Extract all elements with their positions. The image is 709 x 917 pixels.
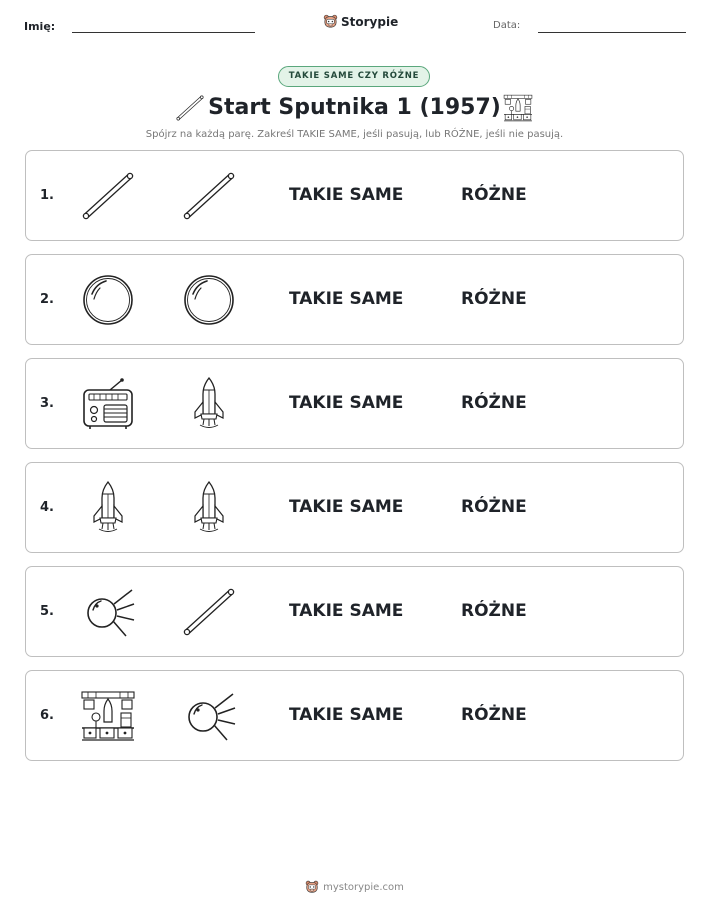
- antenna-rod-icon: [80, 168, 136, 224]
- instructions: Spójrz na każdą parę. Zakreśl TAKIE SAME, jeśli pasują, lub RÓŻNE, jeśli nie pasują.: [145, 129, 564, 140]
- question-number: 6.: [40, 708, 54, 723]
- title-row: [0, 91, 709, 125]
- question-number: 4.: [40, 500, 54, 515]
- option-same[interactable]: TAKIE SAME: [289, 497, 404, 517]
- date-field[interactable]: [538, 32, 686, 33]
- option-same[interactable]: TAKIE SAME: [289, 289, 404, 309]
- bear-mascot-icon: [323, 14, 338, 29]
- control-room-icon: [80, 688, 136, 744]
- question-number: 5.: [40, 604, 54, 619]
- control-room-icon: [503, 93, 533, 123]
- brand-logo: [323, 14, 398, 29]
- question-number: 1.: [40, 188, 54, 203]
- option-different[interactable]: RÓŻNE: [461, 393, 527, 413]
- option-different[interactable]: RÓŻNE: [461, 289, 527, 309]
- page-title: Start Sputnika 1 (1957): [208, 95, 501, 120]
- question-row-4: [25, 462, 684, 553]
- option-same[interactable]: TAKIE SAME: [289, 185, 404, 205]
- option-same[interactable]: TAKIE SAME: [289, 705, 404, 725]
- rocket-icon: [80, 480, 136, 536]
- question-row-3: [25, 358, 684, 449]
- name-field[interactable]: [72, 32, 255, 33]
- option-different[interactable]: RÓŻNE: [461, 497, 527, 517]
- antenna-rod-icon: [175, 93, 205, 123]
- option-same[interactable]: TAKIE SAME: [289, 601, 404, 621]
- question-row-5: [25, 566, 684, 657]
- option-different[interactable]: RÓŻNE: [461, 705, 527, 725]
- question-row-6: [25, 670, 684, 761]
- name-label: Imię:: [24, 20, 56, 33]
- sphere-icon: [181, 272, 237, 328]
- date-label: Data:: [493, 20, 521, 31]
- question-number: 2.: [40, 292, 54, 307]
- footer: [0, 880, 709, 894]
- antenna-rod-icon: [181, 584, 237, 640]
- footer-site-link[interactable]: mystorypie.com: [323, 881, 404, 893]
- option-same[interactable]: TAKIE SAME: [289, 393, 404, 413]
- rocket-icon: [181, 480, 237, 536]
- option-different[interactable]: RÓŻNE: [461, 601, 527, 621]
- question-row-2: [25, 254, 684, 345]
- option-different[interactable]: RÓŻNE: [461, 185, 527, 205]
- bear-mascot-icon: [305, 880, 319, 894]
- question-number: 3.: [40, 396, 54, 411]
- rocket-icon: [181, 376, 237, 432]
- radio-icon: [80, 376, 136, 432]
- sphere-icon: [80, 272, 136, 328]
- sputnik-icon: [80, 584, 136, 640]
- sputnik-icon: [181, 688, 237, 744]
- question-row-1: [25, 150, 684, 241]
- worksheet-type-badge: TAKIE SAME CZY RÓŻNE: [278, 66, 430, 87]
- antenna-rod-icon: [181, 168, 237, 224]
- brand-name: Storypie: [341, 14, 399, 29]
